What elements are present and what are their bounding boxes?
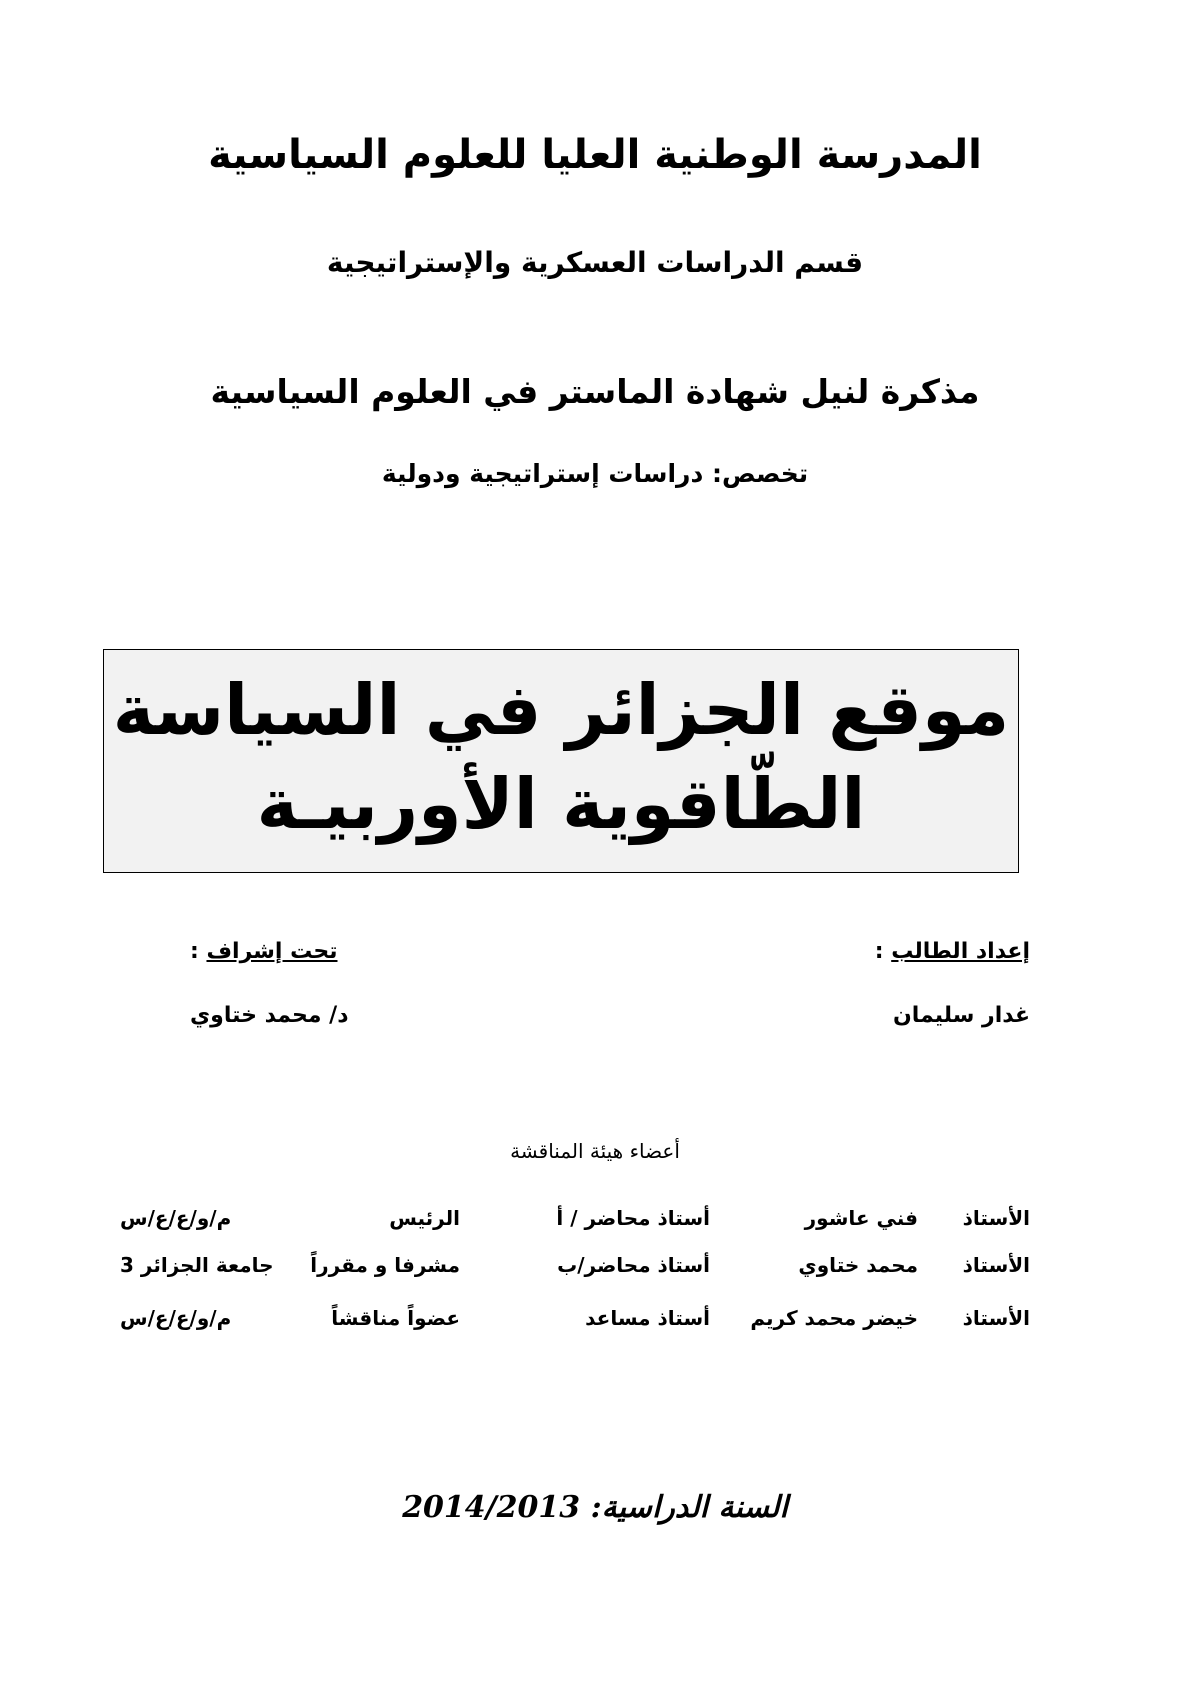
member-name: خيضر محمد كريم xyxy=(750,1306,918,1330)
supervisor-label-text: تحت إشراف xyxy=(206,939,338,964)
member-title: الأستاذ xyxy=(962,1306,1030,1330)
thesis-title-box xyxy=(103,649,1019,873)
committee-row xyxy=(0,1306,1190,1340)
supervisor-label xyxy=(190,939,338,964)
academic-year-label: السنة الدراسية: xyxy=(590,1490,788,1525)
specialty: تخصص: دراسات إستراتيجية ودولية xyxy=(381,459,809,488)
supervisor-label-colon: : xyxy=(190,939,207,964)
member-rank: أستاذ مساعد xyxy=(585,1306,710,1330)
member-institution: جامعة الجزائر 3 xyxy=(120,1253,274,1277)
member-role: مشرفا و مقرراً xyxy=(310,1253,460,1277)
member-title: الأستاذ xyxy=(962,1206,1030,1230)
academic-year xyxy=(0,1490,1190,1525)
supervisor-name: د/ محمد ختاوي xyxy=(190,1003,349,1028)
member-name: محمد ختاوي xyxy=(798,1253,918,1277)
department-name: قسم الدراسات العسكرية والإستراتيجية xyxy=(326,246,864,279)
committee-row xyxy=(0,1206,1190,1240)
committee-row xyxy=(0,1253,1190,1287)
member-institution: م/و/ع/ع/س xyxy=(120,1206,232,1230)
academic-year-value: 2014/2013 xyxy=(402,1490,581,1525)
member-name: فني عاشور xyxy=(804,1206,918,1230)
member-title: الأستاذ xyxy=(962,1253,1030,1277)
degree-statement: مذكرة لنيل شهادة الماستر في العلوم السياسية xyxy=(210,372,980,411)
student-label-text: إعداد الطالب xyxy=(891,939,1030,964)
student-label xyxy=(875,939,1030,964)
thesis-title-line-2: الطّاقوية الأوربيـة xyxy=(256,763,866,845)
member-rank: أستاذ محاضر/ب xyxy=(557,1253,710,1277)
thesis-title-line-1: موقع الجزائر في السياسة xyxy=(112,669,1010,751)
school-name: المدرسة الوطنية العليا للعلوم السياسية xyxy=(208,132,982,178)
student-name: غدار سليمان xyxy=(893,1003,1030,1028)
committee-title: أعضاء هيئة المناقشة xyxy=(510,1139,680,1163)
member-rank: أستاذ محاضر / أ xyxy=(556,1206,710,1230)
member-role: الرئيس xyxy=(389,1206,460,1230)
member-institution: م/و/ع/ع/س xyxy=(120,1306,232,1330)
member-role: عضواً مناقشاً xyxy=(331,1306,460,1330)
student-label-colon: : xyxy=(874,939,892,964)
